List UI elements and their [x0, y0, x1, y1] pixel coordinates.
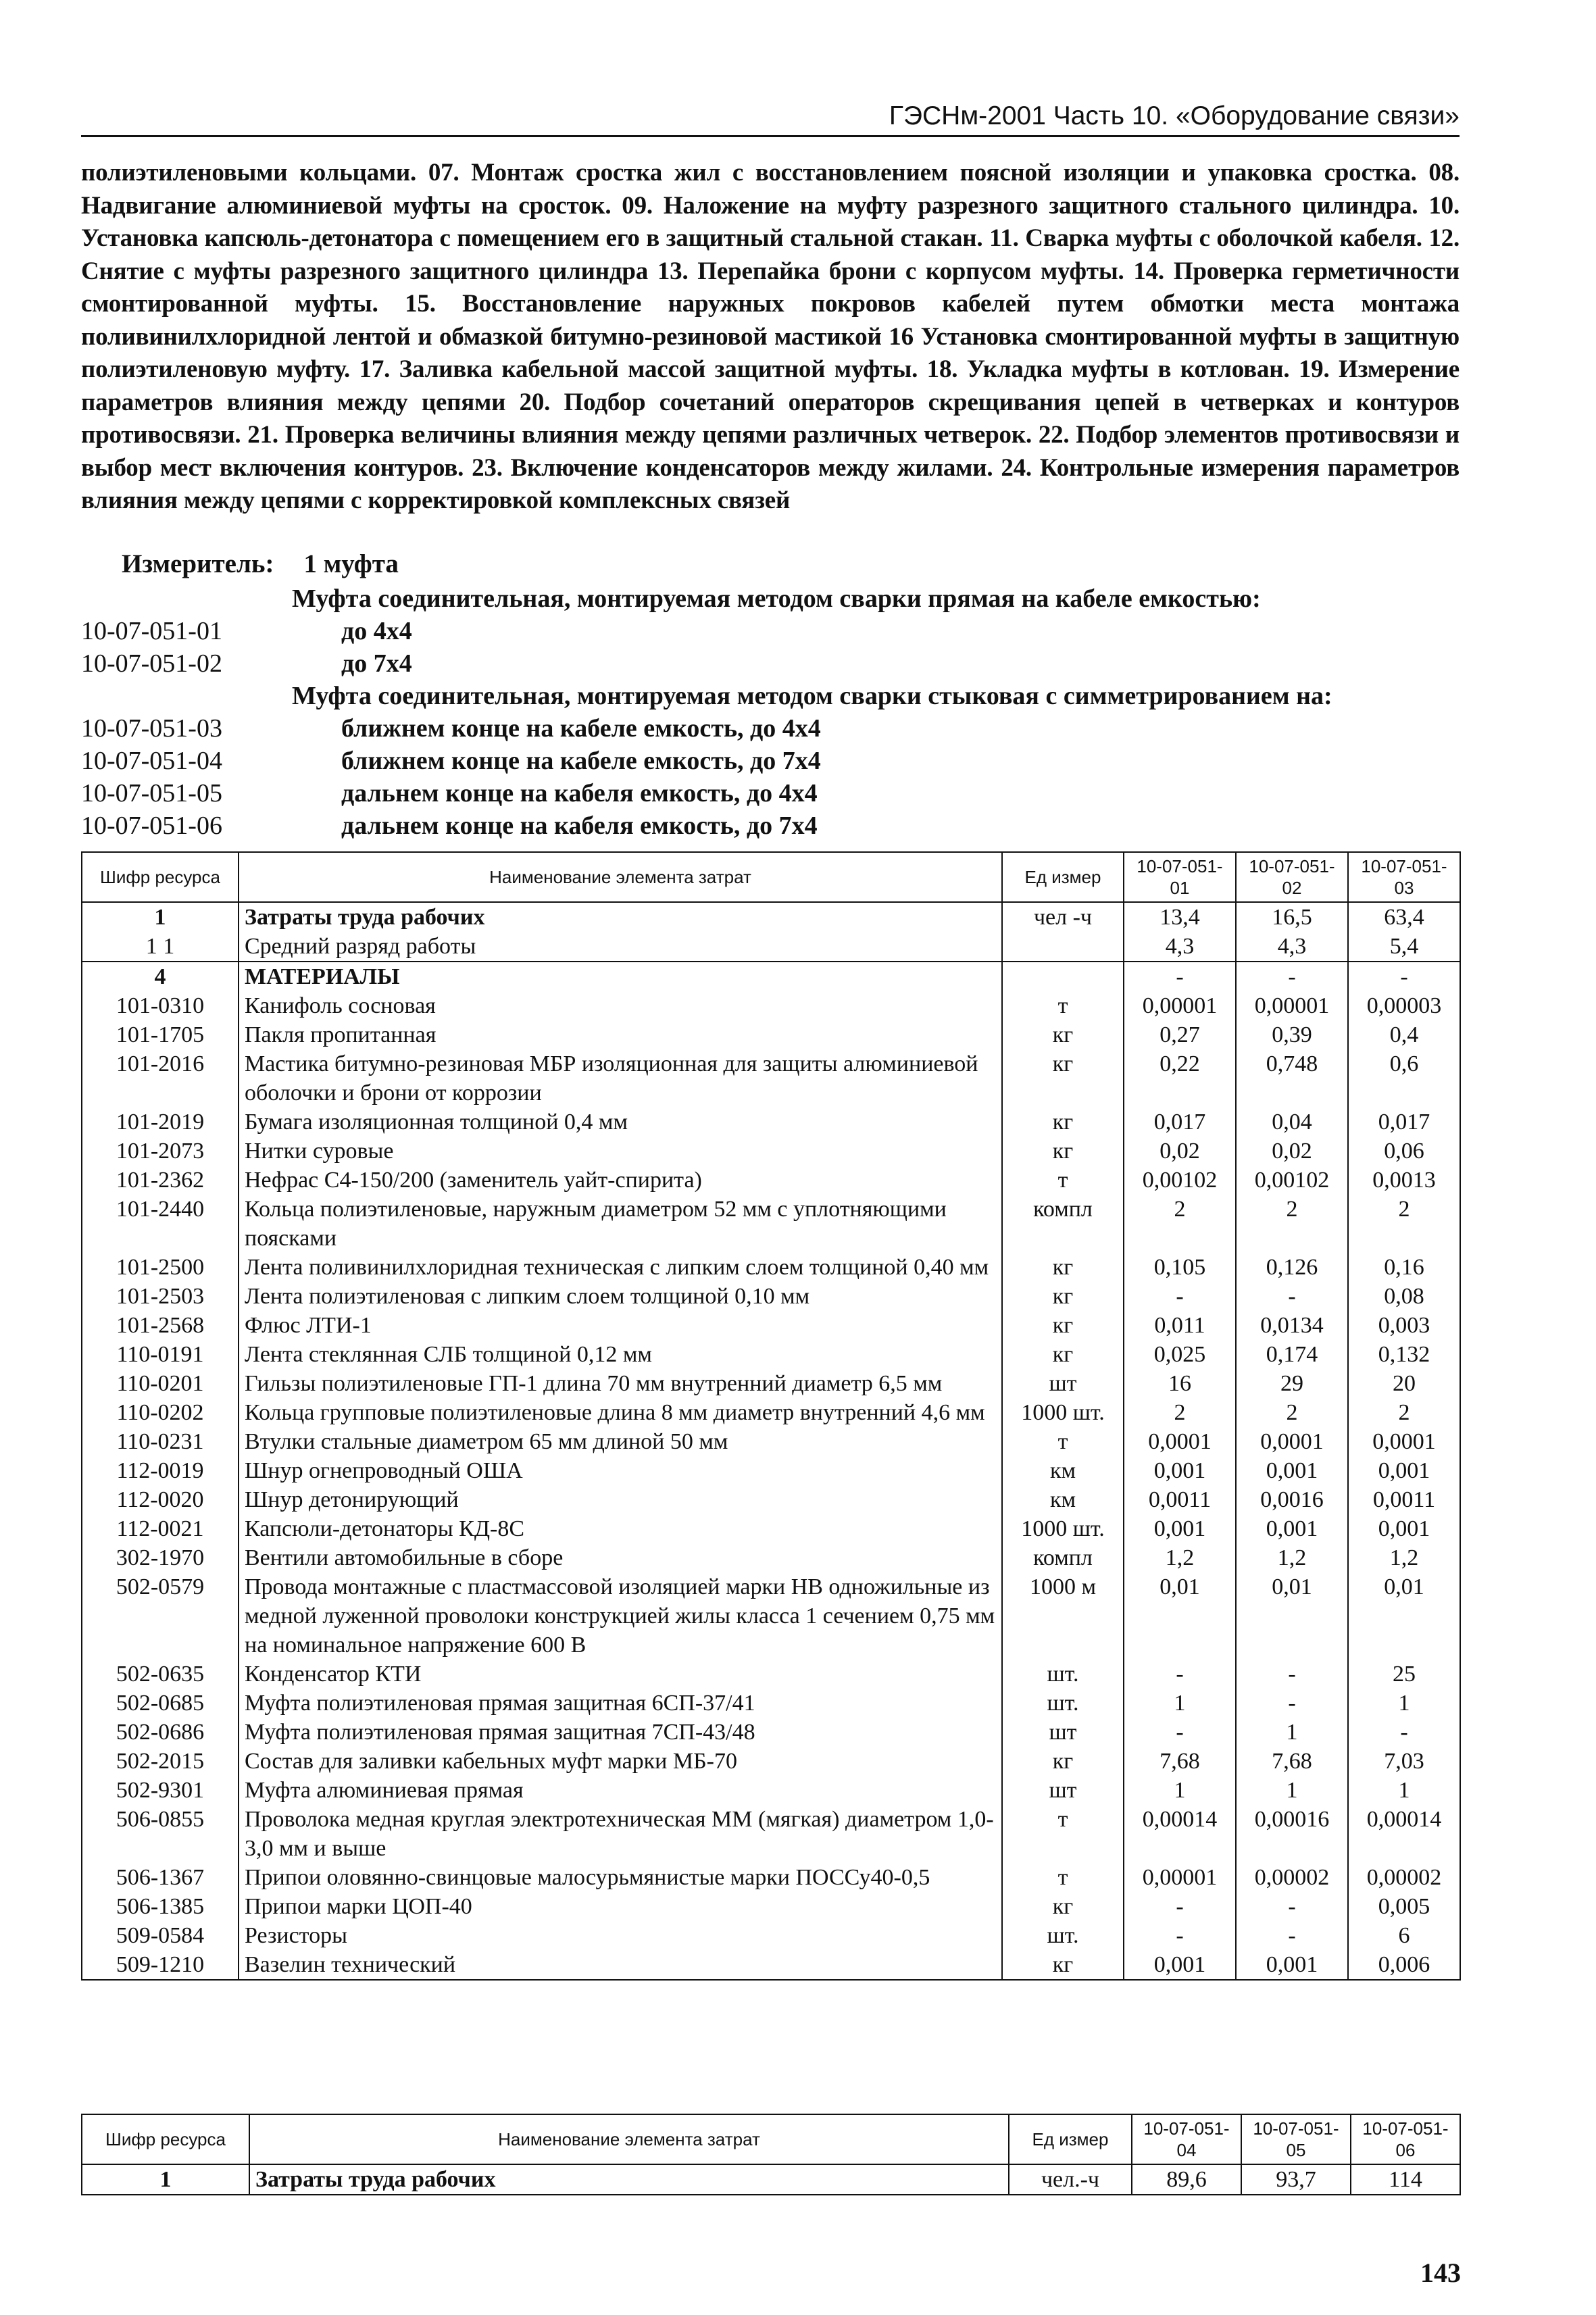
norm-value-cell: 4,3 — [1124, 932, 1236, 962]
table-row — [82, 1427, 1460, 1456]
norm-value-cell: 0,006 — [1348, 1950, 1460, 1980]
norm-value-cell: 2 — [1348, 1195, 1460, 1253]
cost-element-cell: Затраты труда рабочих — [239, 902, 1002, 932]
unit-cell: кг — [1002, 1311, 1124, 1340]
table-row — [82, 902, 1460, 932]
norm-value-cell: 0,0016 — [1236, 1485, 1348, 1514]
resource-code-cell: 502-0685 — [82, 1689, 239, 1718]
norm-value-cell: - — [1124, 1282, 1236, 1311]
cost-element-cell: Муфта полиэтиленовая прямая защитная 6СП-37/41 — [239, 1689, 1002, 1718]
resource-code-cell: 502-0635 — [82, 1660, 239, 1689]
resource-code-cell: 506-1367 — [82, 1863, 239, 1892]
norm-desc: до 4х4 — [341, 617, 412, 645]
norm-value-cell: 0,08 — [1348, 1282, 1460, 1311]
norm-desc: дальнем конце на кабеля емкость, до 4х4 — [341, 779, 818, 807]
norm-value-cell: 7,03 — [1348, 1747, 1460, 1776]
norm-value-cell: 13,4 — [1124, 902, 1236, 932]
norm-value-cell: 0,001 — [1236, 1514, 1348, 1543]
header-norm-6: 10-07-051-06 — [1351, 2114, 1460, 2164]
norm-value-cell: 0,00001 — [1124, 991, 1236, 1020]
resource-code-cell: 4 — [82, 962, 239, 991]
table-row — [82, 1863, 1460, 1892]
norm-value-cell: - — [1348, 962, 1460, 991]
cost-element-cell: Шнур огнепроводный ОША — [239, 1456, 1002, 1485]
norm-value-cell: - — [1124, 1718, 1236, 1747]
cost-element-cell: Затраты труда рабочих — [249, 2164, 1009, 2195]
cost-element-cell: Конденсатор КТИ — [239, 1660, 1002, 1689]
cost-element-cell: Состав для заливки кабельных муфт марки МБ-70 — [239, 1747, 1002, 1776]
cost-element-cell: Нефрас С4-150/200 (заменитель уайт-спирита) — [239, 1166, 1002, 1195]
norm-value-cell: 6 — [1348, 1921, 1460, 1950]
resource-table-2 — [81, 2114, 1461, 2195]
resource-code-cell: 110-0231 — [82, 1427, 239, 1456]
norm-value-cell: 29 — [1236, 1369, 1348, 1398]
resource-code-cell: 1 — [82, 2164, 249, 2195]
resource-code-cell: 101-2073 — [82, 1137, 239, 1166]
norm-desc: ближнем конце на кабеле емкость, до 7х4 — [341, 747, 821, 775]
cost-element-cell: Лента полиэтиленовая с липким слоем толщиной 0,10 мм — [239, 1282, 1002, 1311]
resource-code-cell: 302-1970 — [82, 1543, 239, 1572]
unit-cell: шт. — [1002, 1689, 1124, 1718]
norm-value-cell: 0,00002 — [1348, 1863, 1460, 1892]
norm-value-cell: 0,00016 — [1236, 1805, 1348, 1863]
norm-value-cell: 2 — [1124, 1398, 1236, 1427]
table-row — [82, 1892, 1460, 1921]
norm-value-cell: 0,6 — [1348, 1049, 1460, 1107]
norm-value-cell: 0,0001 — [1124, 1427, 1236, 1456]
unit-cell: чел.-ч — [1009, 2164, 1132, 2195]
norm-value-cell: 25 — [1348, 1660, 1460, 1689]
resource-code-cell: 112-0020 — [82, 1485, 239, 1514]
resource-code-cell: 110-0202 — [82, 1398, 239, 1427]
page-number: 143 — [1420, 2258, 1461, 2288]
resource-code-cell: 506-1385 — [82, 1892, 239, 1921]
unit-cell — [1002, 962, 1124, 991]
norm-value-cell: 1 — [1124, 1689, 1236, 1718]
table-row — [82, 991, 1460, 1020]
cost-element-cell: Капсюли-детонаторы КД-8С — [239, 1514, 1002, 1543]
norm-value-cell: 0,16 — [1348, 1253, 1460, 1282]
cost-element-cell: Лента поливинилхлоридная техническая с липким слоем толщиной 0,40 мм — [239, 1253, 1002, 1282]
cost-element-cell: Припои марки ЦОП-40 — [239, 1892, 1002, 1921]
norm-value-cell: 0,04 — [1236, 1107, 1348, 1137]
cost-element-cell: Шнур детонирующий — [239, 1485, 1002, 1514]
unit-cell: кг — [1002, 1253, 1124, 1282]
resource-code-cell: 509-1210 — [82, 1950, 239, 1980]
norm-desc: ближнем конце на кабеле емкость, до 4х4 — [341, 714, 821, 743]
resource-code-cell: 502-0579 — [82, 1572, 239, 1660]
table-row — [82, 1921, 1460, 1950]
norm-value-cell: 0,22 — [1124, 1049, 1236, 1107]
norm-value-cell: 0,00014 — [1124, 1805, 1236, 1863]
norm-value-cell: 1,2 — [1236, 1543, 1348, 1572]
norm-value-cell: 0,01 — [1236, 1572, 1348, 1660]
norm-value-cell: 0,001 — [1124, 1456, 1236, 1485]
norm-value-cell: 0,005 — [1348, 1892, 1460, 1921]
norm-code: 10-07-051-02 — [81, 649, 222, 678]
norm-value-cell: 0,001 — [1236, 1456, 1348, 1485]
norm-value-cell: 2 — [1348, 1398, 1460, 1427]
resource-code-cell: 101-2568 — [82, 1311, 239, 1340]
norm-value-cell: 0,00102 — [1236, 1166, 1348, 1195]
norm-value-cell: 114 — [1351, 2164, 1460, 2195]
table-row — [82, 1137, 1460, 1166]
norm-code: 10-07-051-03 — [81, 714, 222, 743]
resource-code-cell: 101-2440 — [82, 1195, 239, 1253]
norm-value-cell: 0,003 — [1348, 1311, 1460, 1340]
norm-value-cell: 0,025 — [1124, 1340, 1236, 1369]
table-row — [82, 1166, 1460, 1195]
norm-value-cell: 93,7 — [1241, 2164, 1351, 2195]
resource-code-cell: 1 1 — [82, 932, 239, 962]
norm-value-cell: 2 — [1236, 1398, 1348, 1427]
norm-value-cell: - — [1236, 1660, 1348, 1689]
norm-value-cell: 1 — [1236, 1718, 1348, 1747]
cost-element-cell: Муфта алюминиевая прямая — [239, 1776, 1002, 1805]
norm-value-cell: 0,011 — [1124, 1311, 1236, 1340]
cost-element-cell: Вентили автомобильные в сборе — [239, 1543, 1002, 1572]
header-resource-code: Шифр ресурса — [82, 2114, 249, 2164]
unit-cell: шт. — [1002, 1921, 1124, 1950]
norm-value-cell: - — [1236, 1921, 1348, 1950]
norm-value-cell: 20 — [1348, 1369, 1460, 1398]
unit-cell: шт — [1002, 1776, 1124, 1805]
table-row — [82, 1950, 1460, 1980]
header-unit: Ед измер — [1009, 2114, 1132, 2164]
unit-cell: кг — [1002, 1107, 1124, 1137]
cost-element-cell: Мастика битумно-резиновая МБР изоляционная для защиты алюминиевой оболочки и брони от коррозии — [239, 1049, 1002, 1107]
norm-value-cell: - — [1236, 1892, 1348, 1921]
resource-code-cell: 502-2015 — [82, 1747, 239, 1776]
table-row — [82, 1020, 1460, 1049]
resource-code-cell: 101-2362 — [82, 1166, 239, 1195]
norm-value-cell: 7,68 — [1236, 1747, 1348, 1776]
norm-value-cell: 0,001 — [1348, 1514, 1460, 1543]
norm-value-cell: 0,132 — [1348, 1340, 1460, 1369]
cost-element-cell: Кольца групповые полиэтиленовые длина 8 мм диаметр внутренний 4,6 мм — [239, 1398, 1002, 1427]
table-row — [82, 1282, 1460, 1311]
header-norm-4: 10-07-051-04 — [1132, 2114, 1241, 2164]
norm-value-cell: - — [1236, 1282, 1348, 1311]
norm-value-cell: 0,0001 — [1348, 1427, 1460, 1456]
unit-cell: кг — [1002, 1137, 1124, 1166]
unit-cell: км — [1002, 1485, 1124, 1514]
norm-desc: до 7х4 — [341, 649, 412, 678]
norm-value-cell: 0,00001 — [1124, 1863, 1236, 1892]
norm-value-cell: 1,2 — [1348, 1543, 1460, 1572]
table-row — [82, 1311, 1460, 1340]
unit-cell: шт — [1002, 1369, 1124, 1398]
unit-cell: км — [1002, 1456, 1124, 1485]
resource-code-cell: 101-2019 — [82, 1107, 239, 1137]
norm-value-cell: 1 — [1348, 1776, 1460, 1805]
unit-cell: компл — [1002, 1543, 1124, 1572]
resource-code-cell: 506-0855 — [82, 1805, 239, 1863]
norm-code: 10-07-051-05 — [81, 779, 222, 807]
resource-table-1 — [81, 851, 1461, 1981]
cost-element-cell: Пакля пропитанная — [239, 1020, 1002, 1049]
norm-value-cell: 0,06 — [1348, 1137, 1460, 1166]
resource-code-cell: 1 — [82, 902, 239, 932]
norm-code: 10-07-051-06 — [81, 812, 222, 840]
work-description: полиэтиленовыми кольцами. 07. Монтаж сростка жил с восстановлением поясной изоляции и упаковка сростка. 08. Надвигание алюминиевой муфты на сросток. 09. Наложение на муфту разрезного защитного стального цилиндра. 10. Установка капсюль-детонатора с помещением его в защитный стальной стакан. 11. Сварка муфты с оболочкой кабеля. 12. Снятие с муфты разрезного защитного цилиндра 13. Перепайка брони с корпусом муфты. 14. Проверка герметичности смонтированной муфты. 15. Восстановление наружных покровов кабелей путем обмотки места монтажа поливинилхлоридной лентой и обмазкой битумно-резиновой мастикой 16 Установка смонтированной муфты в защитную полиэтиленовую муфту. 17. Заливка кабельной массой защитной муфты. 18. Укладка муфты в котлован. 19. Измерение параметров влияния между цепями 20. Подбор сочетаний операторов скрещивания цепей в четверках и контуров противосвязи. 21. Проверка величины влияния между цепями различных четверок. 22. Подбор элементов противосвязи и выбор мест включения контуров. 23. Включение конденсаторов между жилами. 24. Контрольные измерения параметров влияния между цепями с корректировкой комплексных связей — [81, 159, 1460, 514]
resource-code-cell: 110-0191 — [82, 1340, 239, 1369]
resource-code-cell: 110-0201 — [82, 1369, 239, 1398]
table-row — [82, 1660, 1460, 1689]
norm-code: 10-07-051-04 — [81, 747, 222, 775]
unit-cell: чел -ч — [1002, 902, 1124, 932]
norm-value-cell: 0,001 — [1236, 1950, 1348, 1980]
table-row — [82, 1369, 1460, 1398]
norm-value-cell: 0,00014 — [1348, 1805, 1460, 1863]
norm-value-cell: 5,4 — [1348, 932, 1460, 962]
resource-code-cell: 101-2016 — [82, 1049, 239, 1107]
resource-code-cell: 101-0310 — [82, 991, 239, 1020]
cost-element-cell: Гильзы полиэтиленовые ГП-1 длина 70 мм внутренний диаметр 6,5 мм — [239, 1369, 1002, 1398]
norm-value-cell: - — [1124, 962, 1236, 991]
norm-value-cell: 1 — [1348, 1689, 1460, 1718]
table-header-row — [82, 2114, 1460, 2164]
resource-code-cell: 509-0584 — [82, 1921, 239, 1950]
unit-cell: шт. — [1002, 1660, 1124, 1689]
cost-element-cell: Средний разряд работы — [239, 932, 1002, 962]
norm-value-cell: 0,00001 — [1236, 991, 1348, 1020]
cost-element-cell: Вазелин технический — [239, 1950, 1002, 1980]
header-cost-element: Наименование элемента затрат — [249, 2114, 1009, 2164]
norm-value-cell: 0,0011 — [1124, 1485, 1236, 1514]
norm-value-cell: 0,02 — [1236, 1137, 1348, 1166]
norm-desc: дальнем конце на кабеля емкость, до 7х4 — [341, 812, 818, 840]
norm-value-cell: 0,001 — [1124, 1514, 1236, 1543]
resource-code-cell: 101-1705 — [82, 1020, 239, 1049]
norm-value-cell: 0,02 — [1124, 1137, 1236, 1166]
cost-element-cell: Нитки суровые — [239, 1137, 1002, 1166]
norm-value-cell: 0,017 — [1124, 1107, 1236, 1137]
norm-value-cell: 0,00102 — [1124, 1166, 1236, 1195]
norm-value-cell: - — [1236, 1689, 1348, 1718]
cost-element-cell: Бумага изоляционная толщиной 0,4 мм — [239, 1107, 1002, 1137]
table-row — [82, 1253, 1460, 1282]
table-row — [82, 1485, 1460, 1514]
cost-element-cell: Проволока медная круглая электротехническая ММ (мягкая) диаметром 1,0-3,0 мм и выше — [239, 1805, 1002, 1863]
cost-element-cell: Флюс ЛТИ-1 — [239, 1311, 1002, 1340]
table-row — [82, 1514, 1460, 1543]
norm-value-cell: 2 — [1124, 1195, 1236, 1253]
norm-value-cell: 16,5 — [1236, 902, 1348, 932]
norm-value-cell: 0,00002 — [1236, 1863, 1348, 1892]
table-row — [82, 1398, 1460, 1427]
norm-value-cell: 0,0011 — [1348, 1485, 1460, 1514]
unit-cell: т — [1002, 1863, 1124, 1892]
cost-element-cell: Припои оловянно-свинцовые малосурьмянистые марки ПОССу40-0,5 — [239, 1863, 1002, 1892]
table-row — [82, 1543, 1460, 1572]
table-row — [82, 962, 1460, 991]
norm-value-cell: 0,748 — [1236, 1049, 1348, 1107]
table-row — [82, 1572, 1460, 1660]
norm-value-cell: - — [1348, 1718, 1460, 1747]
norm-value-cell: 16 — [1124, 1369, 1236, 1398]
header-norm-1: 10-07-051-01 — [1124, 852, 1236, 902]
cost-element-cell: Кольца полиэтиленовые, наружным диаметром 52 мм с уплотняющими поясками — [239, 1195, 1002, 1253]
norm-value-cell: 0,001 — [1124, 1950, 1236, 1980]
unit-cell: кг — [1002, 1950, 1124, 1980]
cost-element-cell: Резисторы — [239, 1921, 1002, 1950]
table-row — [82, 1747, 1460, 1776]
header-norm-3: 10-07-051-03 — [1348, 852, 1460, 902]
unit-cell: кг — [1002, 1340, 1124, 1369]
norm-value-cell: 0,01 — [1348, 1572, 1460, 1660]
unit-cell: кг — [1002, 1747, 1124, 1776]
norm-value-cell: 1 — [1124, 1776, 1236, 1805]
table-row — [82, 1718, 1460, 1747]
norm-value-cell: 0,017 — [1348, 1107, 1460, 1137]
unit-cell: кг — [1002, 1892, 1124, 1921]
norm-value-cell: 1,2 — [1124, 1543, 1236, 1572]
cost-element-cell: Провода монтажные с пластмассовой изоляцией марки НВ одножильные из медной луженной проволоки конструкцией жилы класса 1 сечением 0,75 мм на номинальное напряжение 600 В — [239, 1572, 1002, 1660]
table-row — [82, 1456, 1460, 1485]
unit-cell: 1000 шт. — [1002, 1398, 1124, 1427]
table-header-row — [82, 852, 1460, 902]
table-row — [82, 1689, 1460, 1718]
header-norm-2: 10-07-051-02 — [1236, 852, 1348, 902]
norm-value-cell: 0,126 — [1236, 1253, 1348, 1282]
table-row — [82, 2164, 1460, 2195]
running-header: ГЭСНм-2001 Часть 10. «Оборудование связи» — [81, 101, 1460, 137]
meter-value: 1 муфта — [303, 549, 399, 578]
table-row — [82, 1107, 1460, 1137]
cost-element-cell: Муфта полиэтиленовая прямая защитная 7СП-43/48 — [239, 1718, 1002, 1747]
norm-value-cell: 0,0134 — [1236, 1311, 1348, 1340]
cost-element-cell: Лента стеклянная СЛБ толщиной 0,12 мм — [239, 1340, 1002, 1369]
norm-value-cell: 0,27 — [1124, 1020, 1236, 1049]
norm-code: 10-07-051-01 — [81, 617, 222, 645]
unit-cell: компл — [1002, 1195, 1124, 1253]
table-row — [82, 1049, 1460, 1107]
meter-label: Измеритель: — [122, 549, 274, 578]
norm-value-cell: - — [1124, 1660, 1236, 1689]
norm-value-cell: 0,174 — [1236, 1340, 1348, 1369]
header-cost-element: Наименование элемента затрат — [239, 852, 1002, 902]
measurement-unit — [122, 549, 399, 579]
table-row — [82, 932, 1460, 962]
norm-value-cell: 7,68 — [1124, 1747, 1236, 1776]
group1-heading: Муфта соединительная, монтируемая методом сварки прямая на кабеле емкостью: — [292, 584, 1261, 613]
table-row — [82, 1776, 1460, 1805]
unit-cell: шт — [1002, 1718, 1124, 1747]
norm-value-cell: 2 — [1236, 1195, 1348, 1253]
unit-cell: кг — [1002, 1282, 1124, 1311]
norm-value-cell: 0,4 — [1348, 1020, 1460, 1049]
norm-value-cell: 0,01 — [1124, 1572, 1236, 1660]
header-unit: Ед измер — [1002, 852, 1124, 902]
norm-value-cell: - — [1236, 962, 1348, 991]
resource-code-cell: 112-0019 — [82, 1456, 239, 1485]
cost-element-cell: МАТЕРИАЛЫ — [239, 962, 1002, 991]
header-norm-5: 10-07-051-05 — [1241, 2114, 1351, 2164]
unit-cell: т — [1002, 1805, 1124, 1863]
unit-cell: кг — [1002, 1049, 1124, 1107]
norm-value-cell: 4,3 — [1236, 932, 1348, 962]
unit-cell: т — [1002, 1166, 1124, 1195]
table-row — [82, 1195, 1460, 1253]
norm-value-cell: 63,4 — [1348, 902, 1460, 932]
unit-cell: т — [1002, 1427, 1124, 1456]
unit-cell: т — [1002, 991, 1124, 1020]
norm-value-cell: 89,6 — [1132, 2164, 1241, 2195]
cost-element-cell: Канифоль сосновая — [239, 991, 1002, 1020]
norm-value-cell: 1 — [1236, 1776, 1348, 1805]
table-row — [82, 1340, 1460, 1369]
unit-cell: 1000 шт. — [1002, 1514, 1124, 1543]
resource-code-cell: 502-9301 — [82, 1776, 239, 1805]
resource-code-cell: 112-0021 — [82, 1514, 239, 1543]
norm-value-cell: 0,0013 — [1348, 1166, 1460, 1195]
header-resource-code: Шифр ресурса — [82, 852, 239, 902]
norm-value-cell: 0,001 — [1348, 1456, 1460, 1485]
resource-code-cell: 101-2503 — [82, 1282, 239, 1311]
unit-cell: кг — [1002, 1020, 1124, 1049]
resource-code-cell: 502-0686 — [82, 1718, 239, 1747]
group2-heading: Муфта соединительная, монтируемая методом сварки стыковая с симметрированием на: — [292, 682, 1332, 710]
unit-cell — [1002, 932, 1124, 962]
norm-value-cell: 0,0001 — [1236, 1427, 1348, 1456]
norm-value-cell: - — [1124, 1921, 1236, 1950]
norm-value-cell: - — [1124, 1892, 1236, 1921]
unit-cell: 1000 м — [1002, 1572, 1124, 1660]
norm-value-cell: 0,39 — [1236, 1020, 1348, 1049]
norm-value-cell: 0,105 — [1124, 1253, 1236, 1282]
table-row — [82, 1805, 1460, 1863]
cost-element-cell: Втулки стальные диаметром 65 мм длиной 50 мм — [239, 1427, 1002, 1456]
resource-code-cell: 101-2500 — [82, 1253, 239, 1282]
norm-value-cell: 0,00003 — [1348, 991, 1460, 1020]
